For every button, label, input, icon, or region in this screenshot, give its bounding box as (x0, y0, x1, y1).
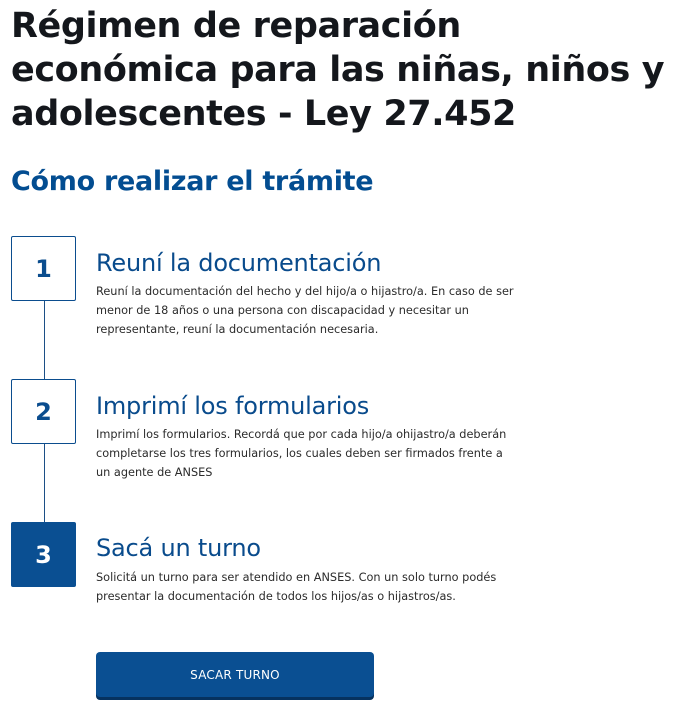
step-title: Sacá un turno (96, 534, 261, 562)
timeline-connector (44, 301, 45, 379)
section-title: Cómo realizar el trámite (11, 166, 374, 197)
timeline-connector (44, 444, 45, 522)
step-title: Reuní la documentación (96, 249, 382, 277)
step-title: Imprimí los formularios (96, 392, 370, 420)
sacar-turno-button[interactable]: SACAR TURNO (96, 652, 374, 697)
step-number-badge: 1 (11, 236, 76, 301)
step-description: Reuní la documentación del hecho y del hijo/a o hijastro/a. En caso de ser menor de 18 años o una persona con discapacidad y necesitar un representante, reuní la documentación necesaria. (96, 285, 514, 336)
step-description: Imprimí los formularios. Recordá que por cada hijo/a ohijastro/a deberán completarse los tres formularios, los cuales deben ser firmados frente a un agente de ANSES (96, 428, 507, 479)
step-number-badge: 2 (11, 379, 76, 444)
step-description: Solicitá un turno para ser atendido en ANSES. Con un solo turno podés presentar la documentación de todos los hijos/as o hijastros/as. (96, 571, 497, 603)
page-title: Régimen de reparación económica para las niñas, niños y adolescentes - Ley 27.452 (11, 6, 665, 134)
step-number-badge: 3 (11, 522, 76, 587)
